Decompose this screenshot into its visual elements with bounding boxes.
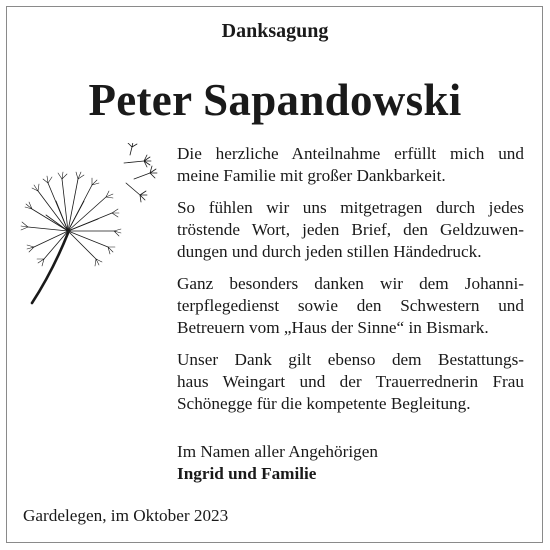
text-line: tröstende Wort, jeden Brief, den Geldzuwen- — [177, 220, 524, 239]
text-line: Die herzliche Anteilnahme erfüllt mich und — [177, 144, 524, 163]
text-line: Betreuern vom „Haus der Sinne“ in Bismark. — [177, 318, 489, 337]
signature-family: Ingrid und Familie — [177, 464, 317, 483]
signature-block — [177, 441, 378, 485]
thanks-paragraph — [177, 143, 524, 187]
text-line: haus Weingart und der Trauerrednerin Frau — [177, 372, 524, 391]
place-date: Gardelegen, im Oktober 2023 — [23, 506, 229, 525]
thanks-paragraph — [177, 197, 524, 263]
text-line: dungen und durch jeden stillen Händedruck. — [177, 242, 482, 261]
text-line: meine Familie mit großer Dankbarkeit. — [177, 166, 446, 185]
notice-heading: Danksagung — [221, 20, 329, 42]
thanks-text — [177, 143, 524, 425]
signature-intro: Im Namen aller Angehörigen — [177, 442, 378, 461]
text-line: Unser Dank gilt ebenso dem Bestattungs- — [177, 350, 524, 369]
thanks-paragraph — [177, 273, 524, 339]
deceased-name: Peter Sapandowski — [88, 75, 462, 125]
text-line: Ganz besonders danken wir dem Johanni- — [177, 274, 524, 293]
text-line: So fühlen wir uns mitgetragen durch jedes — [177, 198, 524, 217]
thanks-paragraph — [177, 349, 524, 415]
text-line: Schönegge für die kompetente Begleitung. — [177, 394, 471, 413]
text-line: terpflegedienst sowie den Schwestern und — [177, 296, 524, 315]
dandelion-icon — [20, 143, 170, 308]
